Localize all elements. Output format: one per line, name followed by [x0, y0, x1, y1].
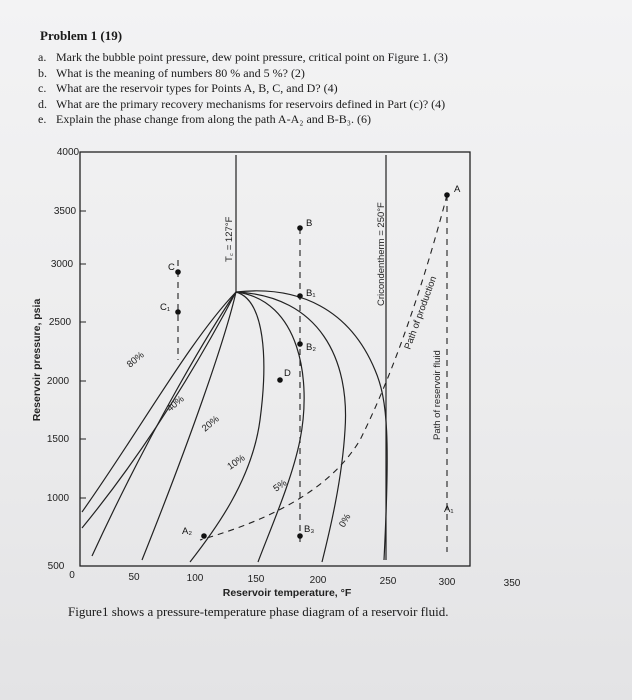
question-e: [38, 112, 598, 128]
x-axis-label: Reservoir temperature, °F: [222, 587, 352, 599]
quality-label-0: 0%: [337, 512, 354, 530]
path-reservoir-label: Path of reservoir fluid: [432, 350, 443, 440]
point-label-a: A: [454, 184, 461, 195]
question-letter: d.: [38, 96, 47, 111]
x-tick-label: 0: [69, 570, 75, 581]
point-b1: [297, 293, 303, 299]
point-label-c1: C₁: [160, 302, 171, 313]
question-text: What are the primary recovery mechanisms for reservoirs defined in Part (c)? (4): [56, 96, 446, 111]
point-a2: [201, 533, 207, 539]
x-tick-label: 350: [503, 578, 521, 589]
point-label-b3: B₃: [304, 524, 315, 535]
y-tick-label: 1500: [46, 434, 70, 445]
problem-title: Problem 1 (19): [40, 28, 123, 43]
question-letter: c.: [38, 81, 47, 95]
question-c: [38, 81, 598, 97]
quality-line-5: [236, 292, 304, 562]
quality-label-5: 5%: [271, 477, 289, 495]
x-tick-label: 50: [128, 572, 140, 583]
point-label-a2: A₂: [182, 526, 193, 537]
question-text: Explain the phase change from along the path A-A₂ and B-B₃. (6): [56, 112, 371, 126]
bubble-point-curve: [82, 292, 236, 512]
tc-label: T꜀ = 127°F: [224, 216, 235, 262]
x-tick-label: 250: [379, 576, 397, 587]
y-axis: [80, 211, 86, 498]
point-label-b: B: [306, 218, 313, 229]
point-label-d: D: [284, 368, 291, 379]
question-b: [38, 66, 598, 82]
cricondentherm-label: Cricondentherm = 250°F: [376, 202, 387, 306]
x-tick-label: 150: [247, 574, 265, 585]
path-production: [200, 195, 447, 540]
point-label-a1: A₁: [444, 504, 454, 515]
figure-caption: Figure1 shows a pressure-temperature phase diagram of a reservoir fluid.: [68, 604, 449, 619]
point-d: [277, 377, 283, 383]
point-c: [175, 269, 181, 275]
point-label-b2: B₂: [306, 342, 317, 353]
point-label-c: C: [168, 262, 175, 273]
quality-label-10: 10%: [225, 452, 248, 473]
question-text: What is the meaning of numbers 80 % and 5 %? (2): [56, 65, 305, 80]
question-letter: a.: [38, 50, 47, 64]
y-tick-label: 3500: [53, 206, 77, 217]
path-production-label: Path of production: [402, 274, 440, 352]
quality-line-20: [142, 292, 236, 560]
y-tick-label: 500: [47, 561, 65, 572]
question-text: Mark the bubble point pressure, dew point pressure, critical point on Figure 1. (3): [56, 50, 448, 64]
phase-diagram: [0, 140, 632, 640]
quality-label-40: 40%: [164, 393, 187, 415]
point-b: [297, 225, 303, 231]
y-tick-label: 2000: [46, 376, 70, 387]
question-list: [38, 50, 598, 128]
question-text: What are the reservoir types for Points A, B, C, and D? (4): [56, 81, 338, 95]
point-a: [444, 192, 450, 198]
y-tick-label: 4000: [56, 147, 80, 158]
question-d: [38, 97, 598, 113]
y-axis-label: Reservoir pressure, psia: [31, 298, 43, 422]
y-tick-label: 1000: [46, 493, 70, 504]
x-tick-label: 200: [309, 575, 327, 586]
question-a: [38, 50, 598, 66]
point-b3: [297, 533, 303, 539]
question-letter: b.: [38, 65, 47, 80]
x-tick-label: 100: [186, 573, 204, 584]
quality-label-80: 80%: [124, 349, 147, 371]
y-tick-label: 3000: [50, 259, 74, 270]
x-tick-label: 300: [438, 577, 456, 588]
quality-label-20: 20%: [199, 413, 222, 435]
point-label-b1: B₁: [306, 288, 316, 299]
y-tick-label: 2500: [48, 317, 72, 328]
question-letter: e.: [38, 112, 47, 126]
point-c1: [175, 309, 181, 315]
point-b2: [297, 341, 303, 347]
